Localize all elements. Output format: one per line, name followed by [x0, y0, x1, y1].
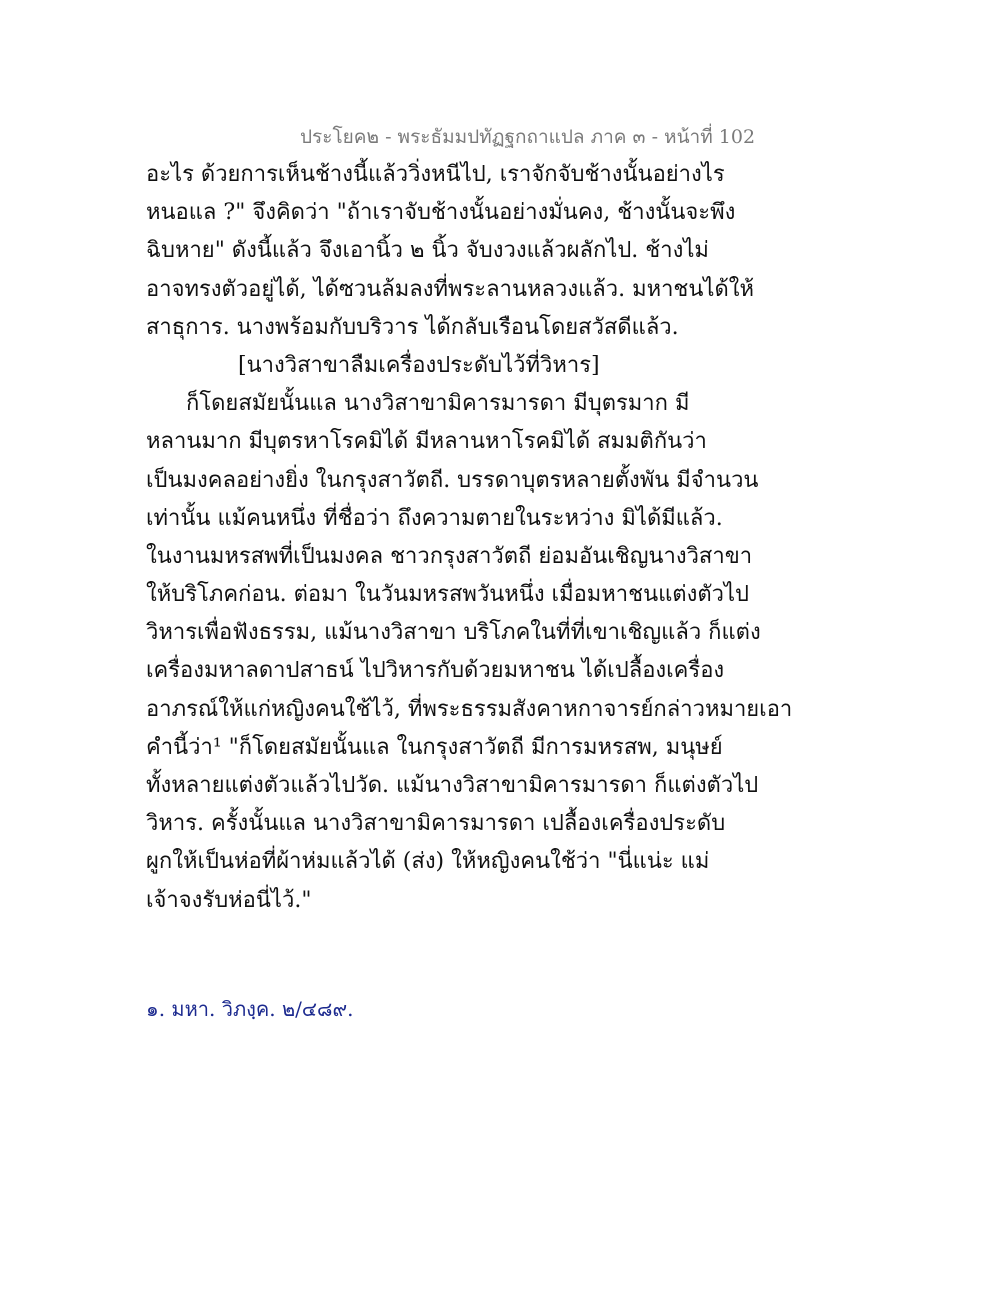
text-line: วิหารเพื่อฟังธรรม, แม้นางวิสาขา บริโภคในที่ที่เขาเชิญแล้ว ก็แต่ง — [146, 620, 761, 646]
footnote: ๑. มหา. วิภงฺค. ๒/๔๘๙. — [146, 997, 354, 1021]
text-line: หนอแล ?" จึงคิดว่า "ถ้าเราจับช้างนั้นอย่างมั่นคง, ช้างนั้นจะพึง — [146, 200, 736, 226]
text-line: ในงานมหรสพที่เป็นมงคล ชาวกรุงสาวัตถี ย่อมอันเชิญนางวิสาขา — [146, 543, 753, 569]
paragraph-first-line: ก็โดยสมัยนั้นแล นางวิสาขามิคารมารดา มีบุตรมาก มี — [186, 391, 690, 417]
text-line: เจ้าจงรับห่อนี่ไว้." — [146, 887, 312, 913]
text-line: ผูกให้เป็นห่อที่ผ้าห่มแล้วได้ (ส่ง) ให้หญิงคนใช้ว่า "นี่แน่ะ แม่ — [146, 849, 710, 875]
text-line: หลานมาก มีบุตรหาโรคมิได้ มีหลานหาโรคมิได้ สมมติกันว่า — [146, 429, 707, 455]
text-line: อะไร ด้วยการเห็นช้างนี้แล้ววิ่งหนีไป, เราจักจับช้างนั้นอย่างไร — [146, 162, 725, 187]
text-line: สาธุการ. นางพร้อมกับบริวาร ได้กลับเรือนโดยสวัสดีแล้ว. — [146, 314, 679, 340]
text-line: อาจทรงตัวอยู่ได้, ได้ซวนล้มลงที่พระลานหลวงแล้ว. มหาชนได้ให้ — [146, 276, 754, 302]
text-line: เป็นมงคลอย่างยิ่ง ในกรุงสาวัตถี. บรรดาบุตรหลายตั้งพัน มีจำนวน — [146, 467, 759, 493]
text-line: อาภรณ์ให้แก่หญิงคนใช้ไว้, ที่พระธรรมสังคาหกาจารย์กล่าวหมายเอา — [146, 696, 793, 722]
text-line: ให้บริโภคก่อน. ต่อมา ในวันมหรสพวันหนึ่ง เมื่อมหาชนแต่งตัวไป — [146, 582, 750, 608]
running-header: ประโยค๒ - พระธัมมปทัฏฐกถาแปล ภาค ๓ - หน้าที่ 102 — [300, 126, 756, 148]
section-heading: [นางวิสาขาลืมเครื่องประดับไว้ที่วิหาร] — [238, 352, 600, 378]
text-line: ทั้งหลายแต่งตัวแล้วไปวัด. แม้นางวิสาขามิคารมารดา ก็แต่งตัวไป — [146, 773, 759, 798]
text-line: ฉิบหาย" ดังนี้แล้ว จึงเอานิ้ว ๒ นิ้ว จับงวงแล้วผลักไป. ช้างไม่ — [146, 238, 709, 264]
text-line: เครื่องมหาลดาปสาธน์ ไปวิหารกับด้วยมหาชน ได้เปลื้องเครื่อง — [146, 658, 725, 684]
text-line: วิหาร. ครั้งนั้นแล นางวิสาขามิคารมารดา เปลื้องเครื่องประดับ — [146, 811, 726, 837]
body-text — [146, 156, 793, 920]
text-line: เท่านั้น แม้คนหนึ่ง ที่ชื่อว่า ถึงความตายในระหว่าง มิได้มีแล้ว. — [146, 505, 723, 531]
text-line: คำนี้ว่า¹ "ก็โดยสมัยนั้นแล ในกรุงสาวัตถี มีการมหรสพ, มนุษย์ — [146, 734, 723, 760]
